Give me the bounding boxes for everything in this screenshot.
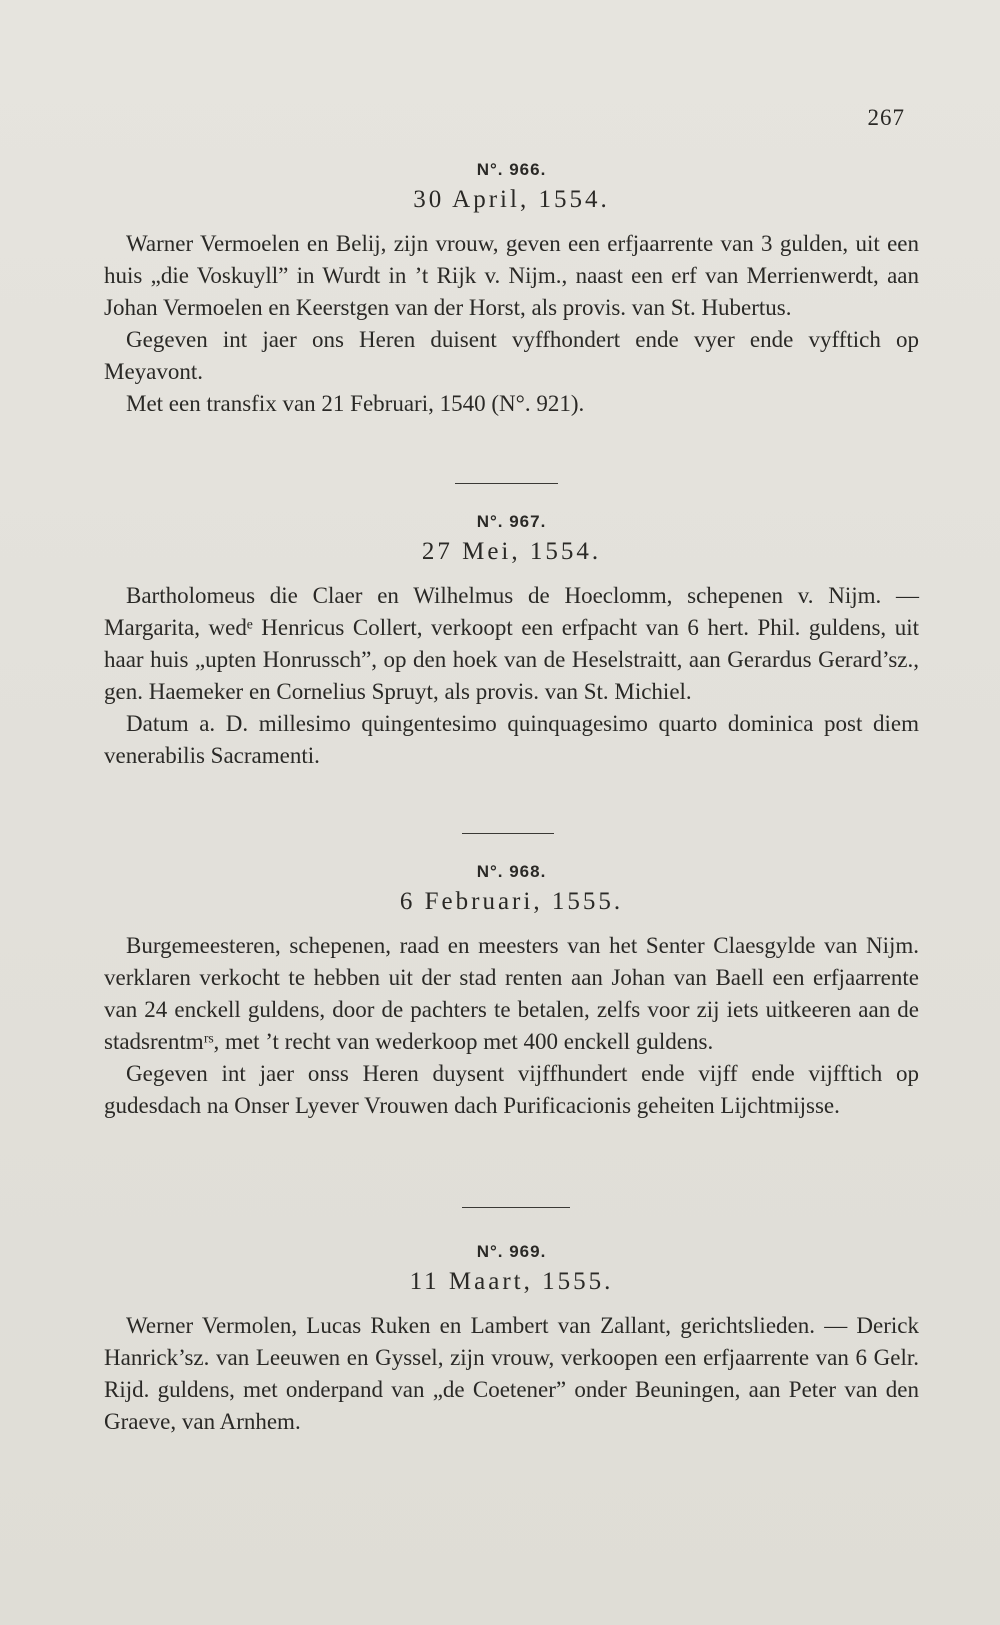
separator-rule	[455, 483, 558, 484]
entry-number: N°. 969.	[476, 1242, 547, 1261]
entry-paragraph: Werner Vermolen, Lucas Ruken en Lambert van Zallant, gerichtslieden. — Derick Hanrick’sz. van Leeuwen en Gyssel, zijn vrouw, verkoopen een erfjaarrente van 6 Gelr. Rijd. guldens, met onderpand van „de Coetener” onder Beuningen, aan Peter van den Graeve, van Arnhem.	[104, 1313, 919, 1434]
entry-date: 30 April, 1554.	[413, 186, 610, 213]
entry-paragraph: Bartholomeus die Claer en Wilhelmus de Hoeclomm, schepenen v. Nijm. — Margarita, wedᵉ Henricus Collert, verkoopt een erfpacht van 6 hert. Phil. guldens, uit haar huis „upten Honrussch”, op den hoek van de Heselstraitt, aan Gerardus Gerard’sz., gen. Haemeker en Cornelius Spruyt, als provis. van St. Michiel.	[104, 583, 919, 704]
entry-paragraph: Gegeven int jaer onss Heren duysent vijffhundert ende vijff ende vijfftich op gudesdach na Onser Lyever Vrouwen dach Purificacionis geheiten Lijchtmijsse.	[104, 1061, 919, 1118]
entry-date: 27 Mei, 1554.	[421, 538, 602, 565]
entry-paragraph: Datum a. D. millesimo quingentesimo quinquagesimo quarto dominica post diem venerabilis Sacramenti.	[104, 711, 919, 768]
entry-paragraph: Met een transfix van 21 Februari, 1540 (N°. 921).	[126, 391, 585, 416]
entry-paragraph: Burgemeesteren, schepenen, raad en meesters van het Senter Claesgylde van Nijm. verklaren verkocht te hebben uit der stad renten aan Johan van Baell een erfjaarrente van 24 enckell guldens, door de pachters te betalen, zelfs voor zij iets uitkeeren aan de stadsrentmʳˢ, met ’t recht van wederkoop met 400 enckell guldens.	[104, 933, 919, 1054]
separator-rule	[462, 1207, 570, 1208]
entry-paragraph: Gegeven int jaer ons Heren duisent vyffhondert ende vyer ende vyfftich op Meyavont.	[104, 327, 919, 384]
entry-paragraph: Warner Vermoelen en Belij, zijn vrouw, geven een erfjaarrente van 3 gulden, uit een huis „die Voskuyll” in Wurdt in ’t Rijk v. Nijm., naast een erf van Merrienwerdt, aan Johan Vermoelen en Keerstgen van der Horst, als provis. van St. Hubertus.	[104, 231, 919, 320]
entry-number: N°. 967.	[476, 512, 547, 531]
entry-966	[104, 160, 919, 420]
entry-967	[104, 512, 919, 772]
entry-number: N°. 968.	[476, 862, 547, 881]
entry-968	[104, 862, 919, 1122]
entry-date: 11 Maart, 1555.	[409, 1268, 614, 1295]
entry-number: N°. 966.	[476, 160, 547, 179]
separator-rule	[462, 833, 554, 834]
entry-date: 6 Februari, 1555.	[399, 888, 624, 915]
entry-969	[104, 1242, 919, 1438]
page-number: 267	[867, 105, 905, 130]
